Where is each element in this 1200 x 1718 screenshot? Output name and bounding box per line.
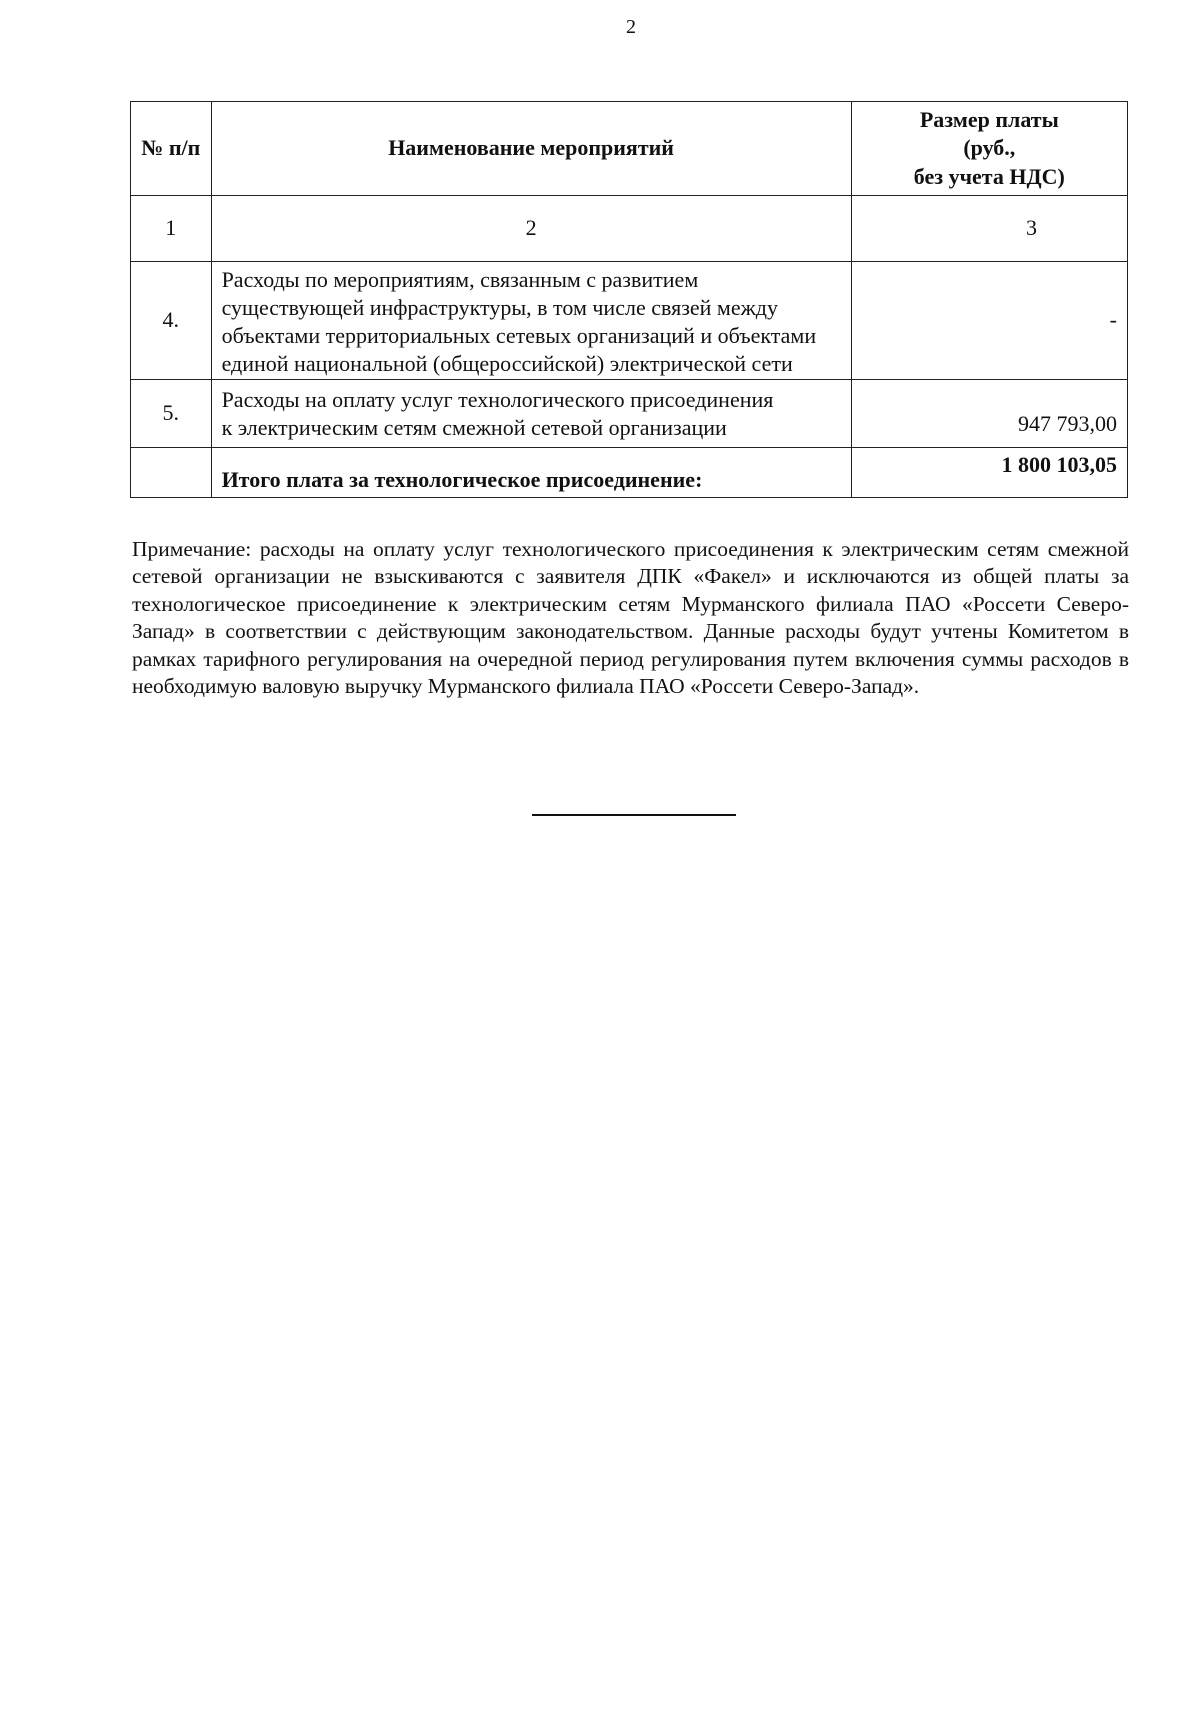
row-fee: -: [851, 262, 1127, 380]
header-fee-line1: Размер платы: [919, 106, 1059, 132]
row-name: [211, 262, 851, 380]
total-value: 1 800 103,05: [851, 448, 1127, 498]
table-header-row: [131, 102, 1128, 196]
header-fee: [851, 102, 1127, 196]
end-divider: [532, 814, 736, 816]
total-row: [131, 448, 1128, 498]
row-name: [211, 380, 851, 448]
row-name-line: единой национальной (общероссийской) электрической сети: [221, 350, 793, 376]
row-name-line: Расходы по мероприятиям, связанным с развитием: [221, 266, 699, 292]
header-fee-line2: (руб.,: [963, 135, 1016, 161]
index-name: 2: [211, 196, 851, 262]
row-num: 5.: [131, 380, 212, 448]
column-index-row: [131, 196, 1128, 262]
row-name-line: объектами территориальных сетевых организаций и объектами: [221, 322, 817, 348]
row-name-line: к электрическим сетям смежной сетевой организации: [221, 414, 727, 440]
fee-table: [130, 101, 1128, 498]
row-name-line: Расходы на оплату услуг технологического присоединения: [221, 386, 774, 412]
header-name: Наименование мероприятий: [211, 102, 851, 196]
table-row: [131, 262, 1128, 380]
note-paragraph: Примечание: расходы на оплату услуг технологического присоединения к электрическим сетям смежной сетевой организации не взыскиваются с заявителя ДПК «Факел» и исключаются из общей платы за технологическое присоединение к электрическим сетям Мурманского филиала ПАО «Россети Северо-Запад» в соответствии с действующим законодательством. Данные расходы будут учтены Комитетом в рамках тарифного регулирования на очередной период регулирования путем включения суммы расходов в необходимую валовую выручку Мурманского филиала ПАО «Россети Северо-Запад».: [132, 536, 1129, 698]
row-num: 4.: [131, 262, 212, 380]
header-num: № п/п: [131, 102, 212, 196]
total-num: [131, 448, 212, 498]
total-label: Итого плата за технологическое присоединение:: [211, 448, 851, 498]
index-fee: 3: [851, 196, 1127, 262]
table-row: [131, 380, 1128, 448]
page-number: 2: [626, 16, 636, 38]
header-fee-line3: без учета НДС): [913, 163, 1065, 189]
row-fee: 947 793,00: [851, 380, 1127, 448]
index-num: 1: [131, 196, 212, 262]
row-name-line: существующей инфраструктуры, в том числе связей между: [221, 294, 778, 320]
